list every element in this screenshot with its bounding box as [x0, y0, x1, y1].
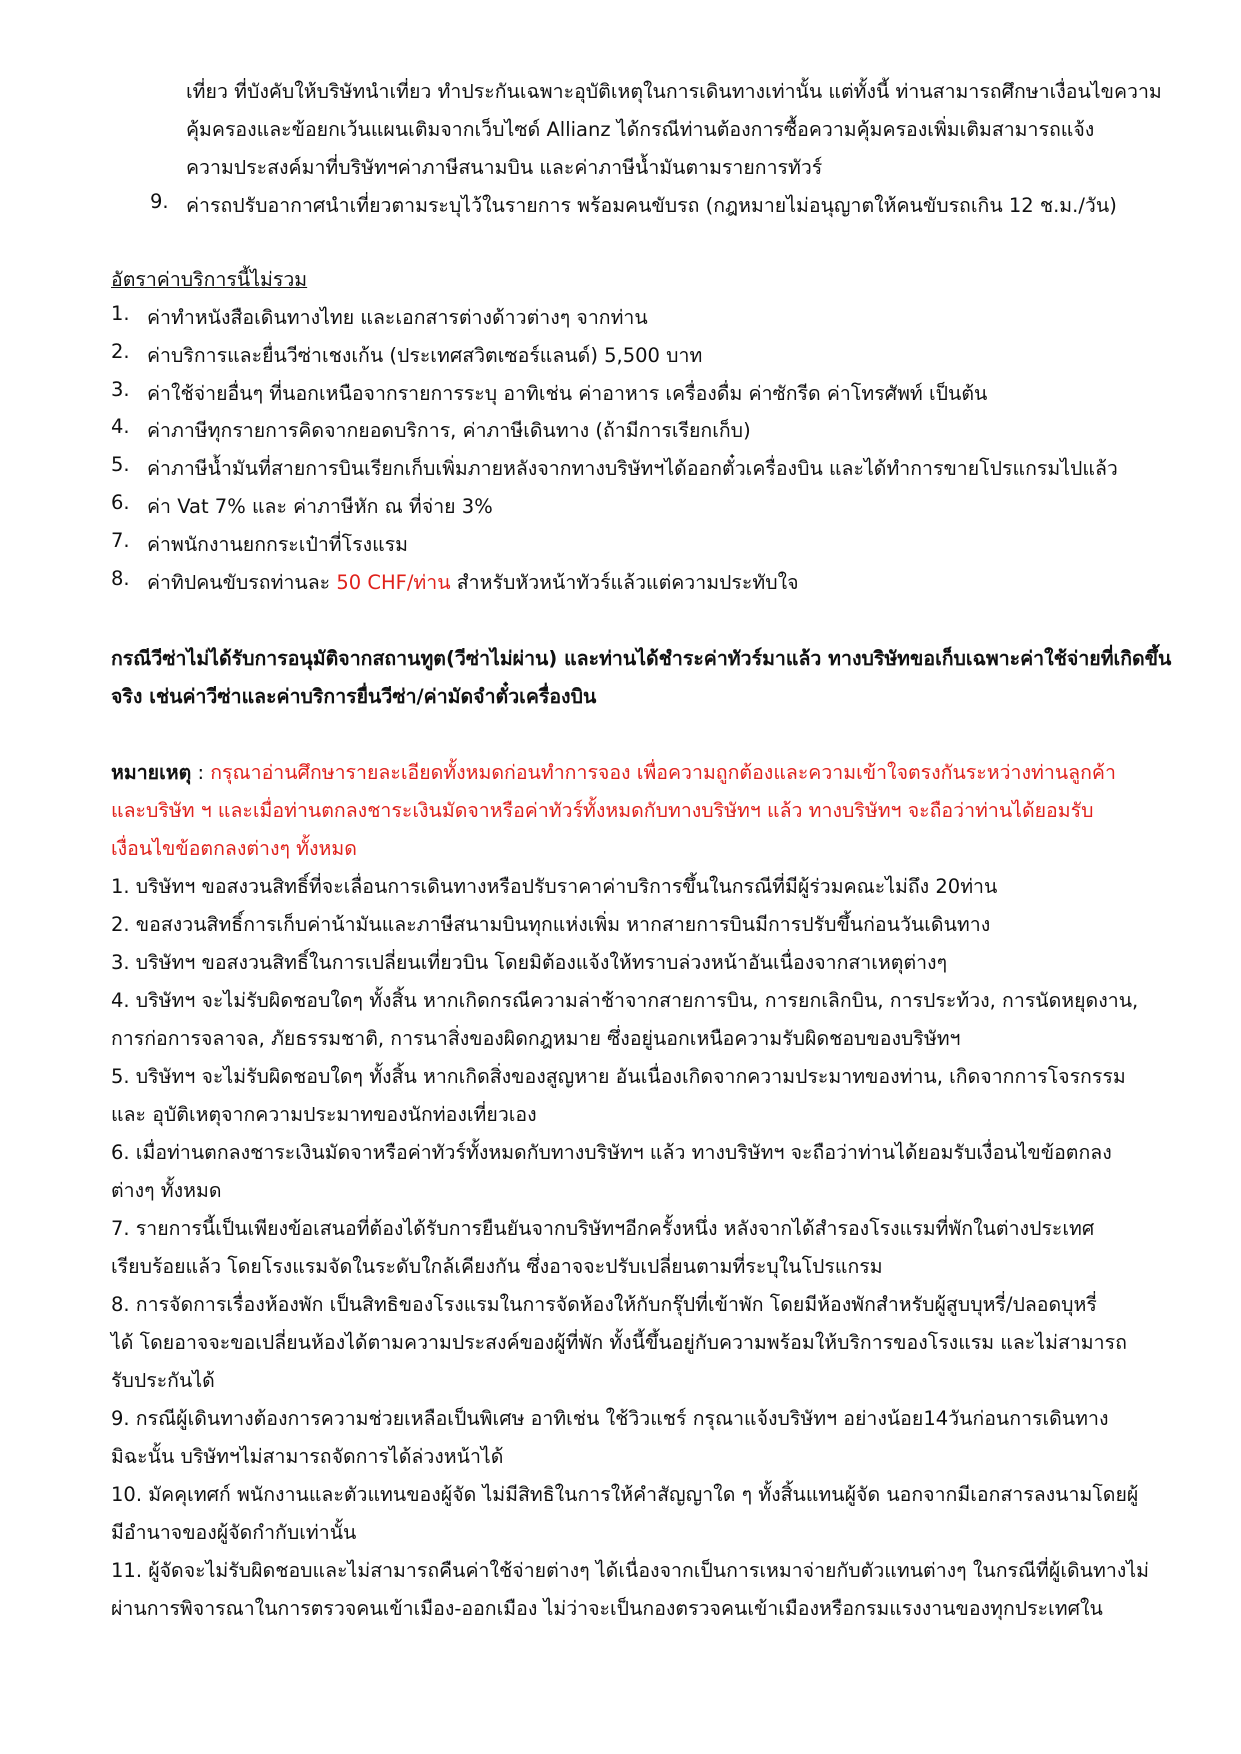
- excluded-item-text: ค่าบริการและยื่นวีซ่าเชงเก้น (ประเทศสวิตเซอร์แลนด์) 5,500 บาท: [147, 344, 703, 367]
- excluded-item-text: ค่า Vat 7% และ ค่าภาษีหัก ณ ที่จ่าย 3%: [147, 495, 493, 518]
- remark-line: 2. ขอสงวนสิทธิ์การเก็บค่าน้ามันและภาษีสนามบินทุกแห่งเพิ่ม หากสายการบินมีการปรับขึ้นก่อนวันเดินทาง: [111, 913, 991, 936]
- included-item-text: ค่ารถปรับอากาศนำเที่ยวตามระบุไว้ในรายการ พร้อมคนขับรถ (กฎหมายไม่อนุญาตให้คนขับรถเกิน 12 ช.ม./วัน): [186, 194, 1117, 217]
- remark-line: ผ่านการพิจารณาในการตรวจคนเข้าเมือง-ออกเมือง ไม่ว่าจะเป็นกองตรวจคนเข้าเมืองหรือกรมแรงงานของทุกประเทศใน: [111, 1597, 1103, 1620]
- remark-line: และ อุบัติเหตุจากความประมาทของนักท่องเที่ยวเอง: [111, 1103, 537, 1126]
- remark-line: 11. ผู้จัดจะไม่รับผิดชอบและไม่สามารถคืนค่าใช้จ่ายต่างๆ ได้เนื่องจากเป็นการเหมาจ่ายกับตัวแทนต่างๆ ในกรณีที่ผู้เดินทางไม่: [111, 1559, 1149, 1582]
- remark-line: 10. มัคคุเทศก์ พนักงานและตัวแทนของผู้จัด ไม่มีสิทธิในการให้คำสัญญาใด ๆ ทั้งสิ้นแทนผู้จัด นอกจากมีเอกสารลงนามโดยผู้: [111, 1483, 1139, 1506]
- excluded-item-number: 3.: [111, 378, 130, 401]
- included-continuation-line: ความประสงค์มาที่บริษัทฯค่าภาษีสนามบิน และค่าภาษีน้ำมันตามรายการทัวร์: [186, 156, 823, 179]
- remark-warning-line: และบริษัท ฯ และเมื่อท่านตกลงชาระเงินมัดจาหรือค่าทัวร์ทั้งหมดกับทางบริษัทฯ แล้ว ทางบริษัทฯ จะถือว่าท่านได้ยอมรับ: [111, 799, 1094, 822]
- remark-line: ต่างๆ ทั้งหมด: [111, 1179, 222, 1202]
- excluded-item-number: 7.: [111, 529, 130, 552]
- remark-line: 1. บริษัทฯ ขอสงวนสิทธิ์ที่จะเลื่อนการเดินทางหรือปรับราคาค่าบริการขึ้นในกรณีที่มีผู้ร่วมคณะไม่ถึง 20ท่าน: [111, 875, 998, 898]
- remark-line: รับประกันได้: [111, 1369, 215, 1392]
- remark-line: 8. การจัดการเรื่องห้องพัก เป็นสิทธิของโรงแรมในการจัดห้องให้กับกรุ๊ปที่เข้าพัก โดยมีห้องพักสำหรับผู้สูบบุหรี่/ปลอดบุหรี่: [111, 1293, 1097, 1316]
- remark-line: ได้ โดยอาจจะขอเปลี่ยนห้องได้ตามความประสงค์ของผู้ที่พัก ทั้งนี้ขึ้นอยู่กับความพร้อมให้บริการของโรงแรม และไม่สามารถ: [111, 1331, 1127, 1354]
- excluded-item-number: 5.: [111, 453, 130, 476]
- excluded-item-text: [147, 567, 799, 598]
- remark-line: การก่อการจลาจล, ภัยธรรมชาติ, การนาสิ่งของผิดกฎหมาย ซึ่งอยู่นอกเหนือความรับผิดชอบของบริษัทฯ: [111, 1027, 961, 1050]
- excluded-item-number: 4.: [111, 415, 130, 438]
- excluded-item-text: ค่าใช้จ่ายอื่นๆ ที่นอกเหนือจากรายการระบุ อาทิเช่น ค่าอาหาร เครื่องดื่ม ค่าซักรีด ค่าโทรศัพท์ เป็นต้น: [147, 382, 988, 405]
- tip-amount: 50 CHF/ท่าน: [336, 571, 451, 594]
- excluded-item-number: 6.: [111, 491, 130, 514]
- excluded-item-text: ค่าภาษีทุกรายการคิดจากยอดบริการ, ค่าภาษีเดินทาง (ถ้ามีการเรียกเก็บ): [147, 419, 751, 442]
- remark-line: 6. เมื่อท่านตกลงชาระเงินมัดจาหรือค่าทัวร์ทั้งหมดกับทางบริษัทฯ แล้ว ทางบริษัทฯ จะถือว่าท่านได้ยอมรับเงื่อนไขข้อตกลง: [111, 1141, 1112, 1164]
- remark-label: หมายเหตุ: [111, 761, 192, 784]
- excluded-item-number: 2.: [111, 340, 130, 363]
- remark-separator: :: [191, 761, 211, 784]
- visa-note-line: จริง เช่นค่าวีซ่าและค่าบริการยื่นวีซ่า/ค่ามัดจำตั๋วเครื่องบิน: [111, 685, 597, 708]
- excluded-heading: อัตราค่าบริการนี้ไม่รวม: [111, 268, 308, 291]
- excluded-item-text: ค่าทำหนังสือเดินทางไทย และเอกสารต่างด้าวต่างๆ จากท่าน: [147, 306, 648, 329]
- tip-text-pre: ค่าทิปคนขับรถท่านละ: [147, 571, 337, 594]
- remark-line: 7. รายการนี้เป็นเพียงข้อเสนอที่ต้องได้รับการยืนยันจากบริษัทฯอีกครั้งหนึ่ง หลังจากได้สำรองโรงแรมที่พักในต่างประเทศ: [111, 1217, 1095, 1240]
- excluded-item-number: 8.: [111, 567, 130, 590]
- included-item-number: 9.: [150, 190, 169, 213]
- excluded-item-text: ค่าพนักงานยกกระเป๋าที่โรงแรม: [147, 533, 408, 556]
- visa-note-line: กรณีวีซ่าไม่ได้รับการอนุมัติจากสถานทูต(วีซ่าไม่ผ่าน) และท่านได้ชำระค่าทัวร์มาแล้ว ทางบริษัทขอเก็บเฉพาะค่าใช้จ่ายที่เกิดขึ้น: [111, 647, 1172, 670]
- remark-first-line: [111, 757, 1116, 788]
- included-continuation-line: เที่ยว ที่บังคับให้บริษัทนำเที่ยว ทำประกันเฉพาะอุบัติเหตุในการเดินทางเท่านั้น แต่ทั้งนี้ ท่านสามารถศึกษาเงื่อนไขความ: [186, 80, 1162, 103]
- excluded-item-text: ค่าภาษีน้ำมันที่สายการบินเรียกเก็บเพิ่มภายหลังจากทางบริษัทฯได้ออกตั๋วเครื่องบิน และได้ทำการขายโปรแกรมไปแล้ว: [147, 457, 1118, 480]
- remark-warning-text: กรุณาอ่านศึกษารายละเอียดทั้งหมดก่อนทำการจอง เพื่อความถูกต้องและความเข้าใจตรงกันระหว่างท่านลูกค้า: [210, 761, 1116, 784]
- remark-line: มิฉะนั้น บริษัทฯไม่สามารถจัดการได้ล่วงหน้าได้: [111, 1445, 504, 1468]
- remark-line: มีอำนาจของผู้จัดกำกับเท่านั้น: [111, 1521, 357, 1544]
- remark-line: เรียบร้อยแล้ว โดยโรงแรมจัดในระดับใกล้เคียงกัน ซึ่งอาจจะปรับเปลี่ยนตามที่ระบุในโปรแกรม: [111, 1255, 883, 1278]
- remark-warning-line: เงื่อนไขข้อตกลงต่างๆ ทั้งหมด: [111, 837, 357, 860]
- remark-line: 3. บริษัทฯ ขอสงวนสิทธิ์ในการเปลี่ยนเที่ยวบิน โดยมิต้องแจ้งให้ทราบล่วงหน้าอันเนื่องจากสาเหตุต่างๆ: [111, 951, 948, 974]
- excluded-item-number: 1.: [111, 302, 130, 325]
- remark-line: 9. กรณีผู้เดินทางต้องการความช่วยเหลือเป็นพิเศษ อาทิเช่น ใช้วิวแชร์ กรุณาแจ้งบริษัทฯ อย่างน้อย14วันก่อนการเดินทาง: [111, 1407, 1109, 1430]
- tip-text-post: สำหรับหัวหน้าทัวร์แล้วแต่ความประทับใจ: [450, 571, 799, 594]
- remark-line: 4. บริษัทฯ จะไม่รับผิดชอบใดๆ ทั้งสิ้น หากเกิดกรณีความล่าช้าจากสายการบิน, การยกเลิกบิน, การประท้วง, การนัดหยุดงาน,: [111, 989, 1139, 1012]
- included-continuation-line: คุ้มครองและข้อยกเว้นแผนเติมจากเว็บไซด์ Allianz ได้กรณีท่านต้องการซื้อความคุ้มครองเพิ่มเติมสามารถแจ้ง: [186, 118, 1095, 141]
- remark-line: 5. บริษัทฯ จะไม่รับผิดชอบใดๆ ทั้งสิ้น หากเกิดสิ่งของสูญหาย อันเนื่องเกิดจากความประมาทของท่าน, เกิดจากการโจรกรรม: [111, 1065, 1126, 1088]
